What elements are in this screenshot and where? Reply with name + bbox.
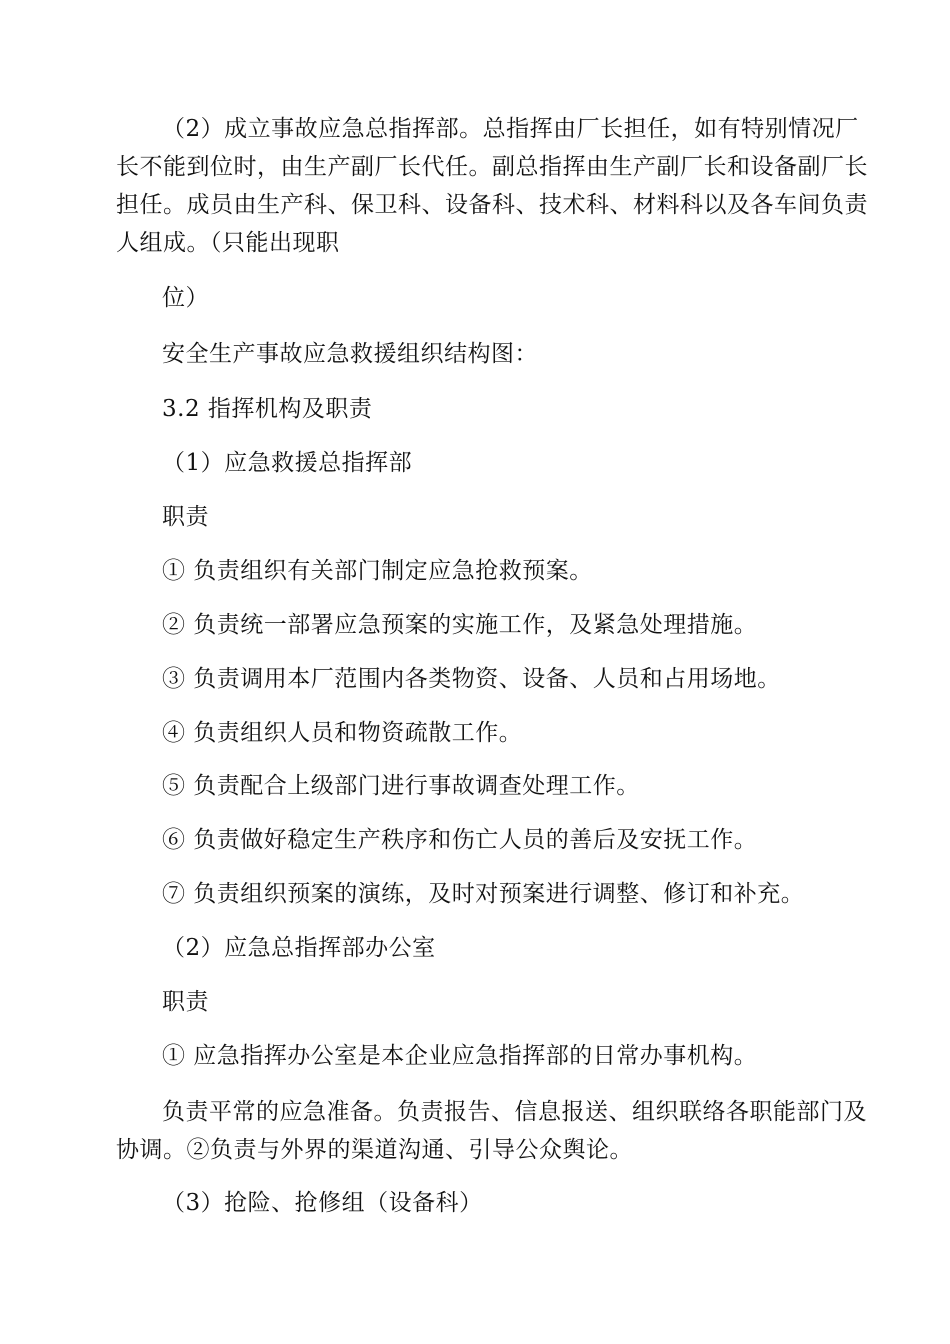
duty-item: ③ 负责调用本厂范围内各类物资、设备、人员和占用场地。 [162, 666, 781, 692]
duty-item: ① 应急指挥办公室是本企业应急指挥部的日常办事机构。 [162, 1043, 758, 1069]
paragraph-line: （2）成立事故应急总指挥部。总指挥由厂长担任，如有特别情况厂 [162, 116, 859, 142]
paragraph-line: 人组成。（只能出现职 [116, 230, 340, 256]
paragraph-tail: 位） [162, 285, 209, 311]
paragraph-line: 负责平常的应急准备。负责报告、信息报送、组织联络各职能部门及 [162, 1099, 867, 1125]
section-heading-3-2: 3.2 指挥机构及职责 [162, 396, 373, 422]
paragraph-line: 担任。成员由生产科、保卫科、设备科、技术科、材料科以及各车间负责 [116, 192, 868, 218]
duty-item: ① 负责组织有关部门制定应急抢救预案。 [162, 558, 593, 584]
subsection-title-3: （3）抢险、抢修组（设备科） [162, 1190, 483, 1216]
paragraph-office-duty [116, 1093, 867, 1169]
subsection-title-1: （1）应急救援总指挥部 [162, 450, 413, 476]
duty-item: ⑤ 负责配合上级部门进行事故调查处理工作。 [162, 773, 640, 799]
duty-item: ⑦ 负责组织预案的演练，及时对预案进行调整、修订和补充。 [162, 881, 805, 907]
paragraph-line: 协调。②负责与外界的渠道沟通、引导公众舆论。 [116, 1137, 633, 1163]
duty-item: ② 负责统一部署应急预案的实施工作，及紧急处理措施。 [162, 612, 758, 638]
org-chart-caption: 安全生产事故应急救援组织结构图： [162, 341, 538, 367]
paragraph-commander-setup [116, 110, 868, 262]
subsection-title-2: （2）应急总指挥部办公室 [162, 935, 436, 961]
duty-item: ④ 负责组织人员和物资疏散工作。 [162, 720, 523, 746]
duty-label: 职责 [162, 504, 209, 530]
paragraph-line: 长不能到位时，由生产副厂长代任。副总指挥由生产副厂长和设备副厂长 [116, 154, 868, 180]
duty-item: ⑥ 负责做好稳定生产秩序和伤亡人员的善后及安抚工作。 [162, 827, 758, 853]
duty-label: 职责 [162, 989, 209, 1015]
